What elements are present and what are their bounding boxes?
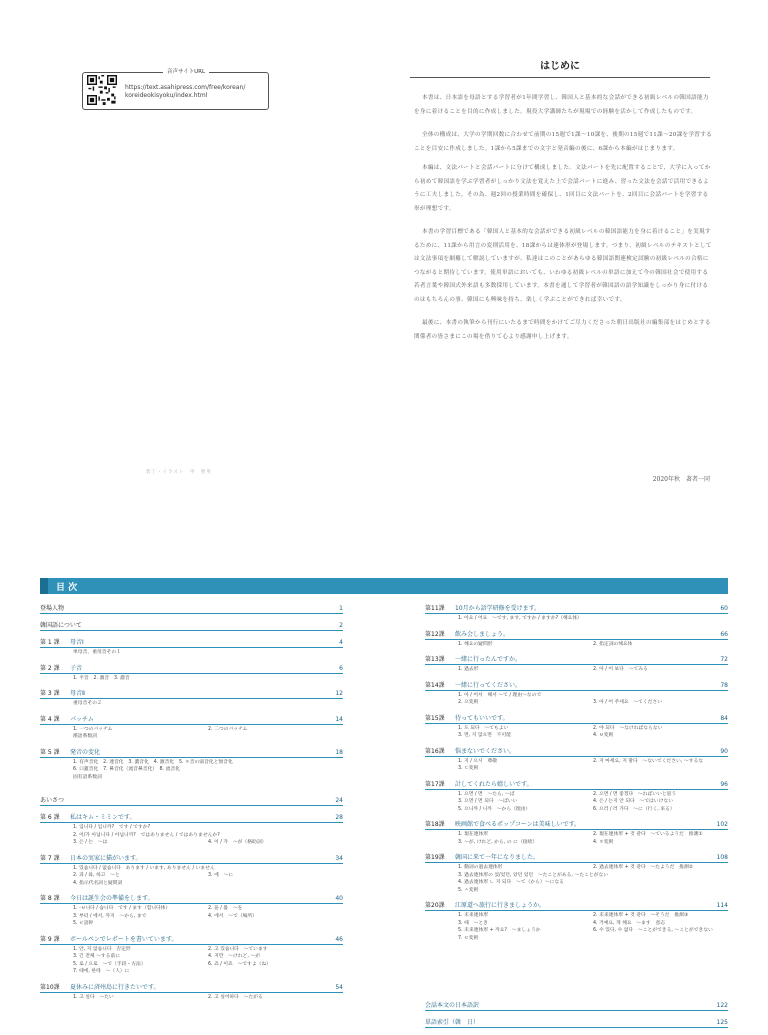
toc-entry-subtopics: [425, 791, 728, 814]
toc-subtopic: 5. 으니까 / 니까 〜から（理由）: [458, 806, 531, 812]
toc-entry-label: 第18課: [425, 821, 445, 828]
toc-subtopic: 2. 을 / 를 〜を: [208, 906, 243, 911]
toc-entry[interactable]: [40, 935, 343, 976]
toc-left-column: [40, 604, 343, 1008]
toc-subtopic: 4. 은 / 는지 안 되다 〜ではいけない: [593, 799, 673, 804]
toc-entry-title: 発音の変化: [70, 748, 101, 756]
toc-header: [40, 578, 728, 594]
toc-subtopic: 2. 過去連体形 + 것 같다 〜たようだ 推測②: [593, 865, 694, 870]
toc-entry-subtopics: [425, 758, 728, 773]
toc-subtopic-row: [73, 726, 343, 734]
toc-entry-line[interactable]: [40, 621, 343, 631]
toc-gap: [40, 781, 343, 789]
toc-subtopic-row: [73, 839, 343, 847]
toc-subtopic: 3. 긴 전체 〜する前に: [73, 954, 121, 959]
toc-gap: [425, 942, 728, 949]
toc-subtopic-row: [458, 699, 728, 707]
toc-subtopic-row: [73, 766, 343, 774]
toc-subtopic: 1. 입니다 / 입니까? です / ですか?: [73, 825, 151, 830]
toc-subtopic: 6. 口蓋音化 7. 鼻音化（流音鼻音化） 8. 流音化: [73, 767, 181, 772]
toc-entry-label: 第20課: [425, 902, 445, 909]
toc-entry-page: 34: [335, 854, 343, 862]
toc-subtopic: 3. 때 〜とき: [458, 920, 488, 926]
toc-entry[interactable]: [425, 780, 728, 814]
toc-entry-subtopics: [40, 946, 343, 976]
toc-subtopic-row: [73, 913, 343, 921]
intro-divider: [410, 77, 710, 78]
toc-entry-page: 12: [335, 690, 343, 697]
toc-subtopic: 7. ㄹ変則: [458, 935, 479, 941]
toc-entry-page: 84: [720, 714, 728, 722]
toc-entry[interactable]: [40, 854, 343, 888]
toc-entry-page: 66: [720, 630, 728, 638]
toc-entry[interactable]: [40, 689, 343, 708]
toc-entry-line[interactable]: [425, 630, 728, 640]
toc-entry[interactable]: [425, 655, 728, 674]
toc-subtopic: 2. 야 되다 〜なければならない: [593, 725, 663, 731]
toc-subtopic-row: [458, 641, 728, 649]
toc-subtopic-row: [458, 920, 728, 928]
signature: 2020年秋 著者一同: [652, 476, 710, 483]
toc-subtopic-row: [458, 935, 728, 943]
toc-subtopic: 2. 고 있습니다 〜ています: [208, 946, 268, 952]
toc-gap: [40, 789, 343, 796]
toc-entry-label: 第17課: [425, 780, 445, 788]
toc-right-column: [425, 604, 728, 1035]
toc-gap: [40, 1001, 343, 1008]
toc-subtopic: 2. 아 / 어 보다 〜てみる: [593, 667, 648, 672]
toc-subtopic-row: [73, 649, 343, 657]
toc-entry-subtopics: [40, 824, 343, 847]
toc-subtopic-row: [73, 824, 343, 832]
toc-entry-line[interactable]: [40, 854, 343, 864]
toc-subtopic-row: [73, 946, 343, 954]
toc-subtopic-row: [458, 791, 728, 799]
toc-subtopic: 1. 으면 / 면 〜たら, 〜ば: [458, 791, 515, 797]
toc-entry-page: 2: [339, 622, 343, 629]
toc-subtopic-row: [73, 865, 343, 873]
toc-entry[interactable]: [425, 1001, 728, 1011]
toc-subtopic-row: [458, 725, 728, 733]
toc-subtopic: 1. 아요 / 어요 〜です, ます, ですか / ますか?（해요体）: [458, 616, 582, 621]
toc-entry-line[interactable]: [40, 894, 343, 904]
toc-subtopic: 3. 면, 지 않으면 不可能: [458, 733, 512, 738]
toc-entry-title: 計してくれたら嬉しいです。: [455, 780, 533, 788]
toc-subtopic: 4. 이 / 가 〜が（格助詞）: [208, 840, 267, 845]
toc-subtopic-row: [458, 758, 728, 766]
intro-body: [414, 92, 712, 350]
toc-entry[interactable]: [40, 638, 343, 657]
toc-subtopic-row: [73, 832, 343, 840]
toc-entry-label: 会話本文の日本語訳: [425, 1002, 480, 1009]
toc-entry-subtopics: [425, 831, 728, 846]
toc-subtopic: 1. 있습니다 / 없습니다 あります / います, ありません / いません: [73, 865, 215, 871]
toc-subtopic: 5. ㄹ語幹: [73, 921, 94, 926]
toc-subtopic: 4. ㅎ変則: [593, 839, 614, 845]
toc-entry-page: 114: [716, 902, 728, 909]
toc-entry-page: 1: [339, 605, 343, 612]
toc-entry-label: 単語索引（韓 日）: [425, 1019, 480, 1026]
toc-entry-page: 72: [720, 656, 728, 663]
toc-entry-page: 102: [716, 821, 728, 828]
toc-entry-page: 40: [335, 895, 343, 902]
toc-subtopic-row: [73, 759, 343, 767]
toc-entry-title: 子音: [70, 664, 83, 672]
toc-subtopic-row: [458, 806, 728, 814]
toc-subtopic: 5. ㅅ変則: [458, 887, 479, 893]
toc-subtopic: 1. 안, 지 않습니다 否定形: [73, 946, 131, 952]
toc-gap: [40, 614, 343, 621]
toc-subtopic: 1. 지 / 으시 尊敬: [458, 758, 498, 764]
toc-entry-line[interactable]: [40, 748, 343, 758]
toc-subtopic-row: [73, 920, 343, 928]
toc-subtopic: 2. 未来連体形 + 것 같다 〜そうだ 推測③: [593, 913, 689, 918]
toc-entry-line[interactable]: [425, 1018, 728, 1028]
toc-subtopic-row: [458, 692, 728, 700]
toc-entry-title: ボールペンでレポートを書いています。: [70, 935, 178, 943]
toc-entry-subtopics: [425, 641, 728, 649]
toc-subtopic: 5. 로 / 으로 〜で（手段・方法）: [73, 961, 146, 967]
toc-subtopic-row: [458, 912, 728, 920]
toc-entry-page: 4: [339, 639, 343, 646]
toc-entry-line[interactable]: [425, 714, 728, 724]
toc-entry-page: 60: [720, 605, 728, 612]
toc-entry[interactable]: [425, 901, 728, 942]
toc-entry-label: 第 5 課: [40, 748, 60, 756]
toc-entry-label: 第12課: [425, 630, 445, 638]
toc-entry-line[interactable]: [425, 853, 728, 863]
toc-entry-line[interactable]: [425, 604, 728, 614]
toc-subtopic: 4. ㅂ変則: [593, 733, 614, 738]
toc-entry-subtopics: [425, 692, 728, 707]
toc-entry-label: 第14課: [425, 681, 445, 689]
toc-entry-label: あいさつ: [40, 797, 65, 804]
toc-entry[interactable]: [40, 715, 343, 741]
toc-entry-page: 46: [335, 935, 343, 943]
toc-entry-title: パッチム: [70, 715, 94, 723]
toc-subtopic-row: [458, 765, 728, 773]
toc-entry-title: 母音Ⅱ: [70, 690, 85, 697]
toc-entry-label: 第 8 課: [40, 895, 60, 902]
toc-subtopic: 1. 未来連体形: [458, 913, 489, 918]
toc-entry-line[interactable]: [425, 780, 728, 790]
toc-entry-title: 一緒に行ってください。: [455, 681, 522, 689]
toc-title: 目 次: [56, 583, 78, 593]
toc-entry-label: 第10課: [40, 983, 60, 991]
toc-entry-title: 待ってもいいです。: [455, 714, 509, 722]
toc-entry-page: 108: [716, 854, 728, 861]
toc-subtopic: 2. 으면 / 면 좋겠다 〜ればいいと思う: [593, 791, 677, 797]
toc-subtopic: 単母音、重母音その１: [73, 650, 121, 655]
toc-entry[interactable]: [425, 681, 728, 707]
toc-entry-page: 54: [335, 983, 343, 991]
toc-entry-label: 第 6 課: [40, 814, 60, 821]
toc-entry-subtopics: [425, 912, 728, 942]
toc-entry-line[interactable]: [40, 935, 343, 945]
toc-gap: [40, 657, 343, 664]
toc-subtopic-row: [458, 615, 728, 623]
toc-subtopic: 2. 과 / 와, 하고 〜と: [73, 873, 120, 878]
toc-entry-title: 今日は誕生会の準備をします。: [70, 895, 154, 902]
toc-subtopic: 1. 一つのパッチム: [73, 726, 113, 732]
toc-entry-subtopics: [40, 865, 343, 888]
toc-subtopic-row: [458, 872, 728, 880]
intro-paragraph: 本書は、日本語を母語とする学習者が1年間学習し、韓国人と基本的な会話ができる初級レベルの韓国語能力を身に着けることを目的に作成しました。現役大学講師たちが現場での経験を活かして作成したものです。: [414, 95, 709, 115]
toc-entry-label: 第 2 課: [40, 664, 60, 672]
toc-entry-line[interactable]: [425, 1001, 728, 1011]
toc-entry-subtopics: [425, 615, 728, 623]
toc-entry-page: 24: [335, 797, 343, 804]
toc-subtopic: 1. 아 / 어서 해서 〜て / 理由〜なので: [458, 692, 542, 698]
toc-subtopic: 4. 지만 〜けれど, 〜が: [208, 954, 260, 959]
toc-spacer: [425, 949, 728, 1001]
toc-subtopic: 6. 으러 / 러 가다 〜に（行く, 来る）: [593, 806, 675, 812]
toc-subtopic-row: [458, 927, 728, 935]
toc-entry-line[interactable]: [40, 638, 343, 648]
toc-subtopic: 4. 에서 〜で（場所）: [208, 913, 257, 919]
toc-entry-subtopics: [40, 759, 343, 782]
toc-entry-label: 第 4 課: [40, 715, 60, 723]
toc-subtopic: 1. 現在連体形: [458, 832, 489, 837]
toc-entry[interactable]: [425, 747, 728, 773]
toc-subtopic: 4. 거예요, 게 해요 〜ます 意志: [593, 920, 666, 926]
toc-subtopic-row: [458, 887, 728, 895]
toc-entry[interactable]: [40, 983, 343, 1002]
toc-entry-page: 122: [716, 1002, 728, 1009]
toc-entry-subtopics: [425, 666, 728, 674]
toc-subtopic: 6. 수 있다, 수 없다 〜ことができる, 〜ことができない: [593, 928, 713, 933]
toc-subtopic: 4. 過去連体形 ㄴ 지 되다 〜て（から）〜になる: [458, 880, 564, 885]
toc-subtopic: 2. 現在連体形 + 것 같다 〜ているようだ 推測①: [593, 832, 703, 837]
audio-url-box: [82, 69, 269, 110]
toc-entry-label: 第 1 課: [40, 639, 60, 646]
toc-subtopic-row: [73, 675, 343, 683]
toc-entry-page: 90: [720, 747, 728, 755]
toc-entry-label: 第16課: [425, 747, 445, 755]
toc-entry-label: 第 7 課: [40, 854, 60, 862]
toc-entry-title: 10月から語学研修を受けます。: [455, 605, 541, 612]
toc-entry-title: 江原道へ旅行に行きましょうか。: [455, 902, 546, 909]
toc-subtopic: 7. 때에, 한테 〜（人）に: [73, 969, 130, 974]
toc-subtopic: 2. 이/가 아닙니다 / 아닙니까? ではありません / ではありませんか?: [73, 832, 220, 838]
toc-subtopic: 4. 指示代名詞と疑問詞: [73, 880, 123, 886]
toc-entry-line[interactable]: [40, 664, 343, 674]
toc-subtopic: 3. 은 / 는 〜は: [73, 840, 108, 845]
toc-header-tab: [40, 578, 48, 594]
toc-entry[interactable]: [425, 853, 728, 894]
toc-subtopic: 重母音その２: [73, 701, 102, 706]
toc-subtopic-row: [458, 879, 728, 887]
toc-entry[interactable]: [40, 813, 343, 847]
toc-entry[interactable]: [40, 621, 343, 631]
toc-entry-label: 第13課: [425, 656, 445, 663]
toc-subtopic: 3. 에 〜に: [208, 873, 234, 878]
toc-entry-subtopics: [425, 725, 728, 740]
toc-entry[interactable]: [425, 604, 728, 623]
toc-entry-line[interactable]: [425, 681, 728, 691]
toc-subtopic: 1. 過去形: [458, 667, 479, 672]
toc-entry-page: 125: [716, 1019, 728, 1026]
intro-title: はじめに: [540, 61, 580, 72]
toc-entry-line[interactable]: [425, 747, 728, 757]
toc-entry-line[interactable]: [40, 715, 343, 725]
toc-subtopic-row: [73, 968, 343, 976]
toc-entry-line[interactable]: [40, 689, 343, 699]
toc-entry[interactable]: [40, 664, 343, 683]
intro-paragraph: 全体の構成は、大学の学期回数に合わせて前期の15週で1課〜10課を、後期の15週で11課〜20課を学習することを目安に作成しました。1課から5課までの文字と発音編の後に、6課から本編がはじまります。: [414, 132, 712, 152]
toc-subtopic: 2. 指定詞の해요体: [593, 641, 633, 647]
toc-subtopic-row: [73, 994, 343, 1002]
toc-entry-line[interactable]: [40, 796, 343, 806]
toc-entry-subtopics: [40, 726, 343, 741]
toc-entry-line[interactable]: [425, 655, 728, 665]
toc-subtopic-row: [73, 733, 343, 741]
toc-subtopic: 1. 動詞の過去連体形: [458, 865, 503, 870]
toc-entry-subtopics: [40, 675, 343, 683]
toc-entry-label: 第11課: [425, 605, 445, 612]
qr-code: [87, 75, 117, 105]
intro-paragraph: 本書の学習目標である「韓国人と基本的な会話ができる初級レベルの韓国語能力を身に着けること」を実現するために、11課から用言の変則活用を、18課からは連体形が登場します。つまり、初級レベルのテキストとしては文法事項を網羅して解説していますが、私達はこのことがあらゆる韓国語関連検定試験の初級レベルの合格につながると期待しています。使用単語においても、いわゆる初級レベルの単語に加えて今の韓国社会で使用する若者言葉や韓国式外来語も多数採用しています。本書を通して学習者が韓国語の語学知識をしっかり身に付けるのはもちろんの事、韓国にも興味を持ち、楽しく学ぶことができれば幸いです。: [414, 229, 712, 303]
toc-entry-label: 第 3 課: [40, 690, 60, 697]
toc-entry-title: 飲み会しましょう。: [455, 630, 510, 638]
toc-entry[interactable]: [40, 796, 343, 806]
toc-entry[interactable]: [425, 1018, 728, 1028]
toc-entry[interactable]: [425, 820, 728, 846]
toc-entry-label: 第15課: [425, 714, 445, 722]
toc-entry-line[interactable]: [40, 983, 343, 993]
toc-subtopic-row: [458, 798, 728, 806]
audio-url-label: 音声サイトURL: [163, 67, 209, 75]
toc-entry-line[interactable]: [425, 901, 728, 911]
toc-subtopic: 固有語系数詞: [73, 774, 102, 780]
toc-entry[interactable]: [425, 630, 728, 649]
toc-entry[interactable]: [40, 894, 343, 928]
toc-entry-label: 第 9 課: [40, 935, 60, 943]
toc-gap: [40, 682, 343, 689]
toc-entry-title: 私はキム・ミミンです。: [70, 814, 136, 821]
toc-subtopic-row: [73, 872, 343, 880]
toc-gap: [40, 631, 343, 638]
toc-entry-title: 夏休みに済州島に行きたいです。: [70, 983, 160, 991]
toc-subtopic: 1. 平音 2. 激音 3. 濃音: [73, 675, 130, 681]
toc-subtopic-row: [458, 732, 728, 740]
toc-entry-line[interactable]: [425, 820, 728, 830]
toc-subtopic: 3. 부터 / 에서, 까지 〜から, まで: [73, 913, 147, 919]
toc-entry-line[interactable]: [40, 813, 343, 823]
toc-subtopic: 6. 죠 / 이죠 〜ですよ（ね）: [208, 961, 272, 967]
toc-entry-page: 14: [335, 715, 343, 723]
toc-subtopic: 2. 고 싶어하다 〜たがる: [208, 994, 263, 1000]
toc-subtopic: 1. 해요の疑問形: [458, 641, 493, 647]
audio-url[interactable]: [125, 84, 245, 100]
audio-url-line1[interactable]: https://text.asahipress.com/free/korean/: [125, 84, 246, 91]
toc-entry-title: 悩まないでください。: [455, 747, 516, 755]
intro-paragraph: 本編は、文法パートと会話パートに分けて構成しました。文法パートを先に配置することで、大学に入ってから初めて韓国語を学ぶ学習者がしっかり文法を覚えた上で会話パートに進み、習った文法を会話で活用できるように工夫しました。その為、週2回の授業時間を確保し、1回目に文法パートを、2回目に会話パートを学習する形が理想です。: [414, 165, 711, 212]
toc-entry-title: 日本の実家に猫がいます。: [70, 854, 142, 862]
toc-entry[interactable]: [40, 748, 343, 782]
toc-subtopic-row: [458, 864, 728, 872]
toc-entry-subtopics: [40, 905, 343, 928]
intro-paragraph: 最後に、本書の執筆から刊行にいたるまで時間をかけてご尽力くださった朝日出版社の編集部をはじめとする関係者の皆さまにこの場を借りて心より感謝申し上げます。: [414, 320, 711, 340]
toc-entry[interactable]: [425, 714, 728, 740]
toc-gap: [425, 1028, 728, 1035]
toc-entry-line[interactable]: [40, 604, 343, 614]
toc-subtopic: 漢語系数詞: [73, 734, 97, 739]
toc-subtopic: 1. 도 되다 〜てもよい: [458, 725, 509, 731]
toc-entry-page: 96: [720, 780, 728, 788]
toc-subtopic-row: [73, 880, 343, 888]
toc-entry-title: 母音Ⅰ: [70, 639, 84, 646]
toc-entry-label: 登場人物: [40, 605, 65, 612]
toc-subtopic-row: [73, 905, 343, 913]
toc-entry-title: 映画館で食べるポップコーンは美味しいです。: [455, 821, 581, 828]
toc-entry-page: 78: [720, 681, 728, 689]
toc-subtopic-row: [458, 831, 728, 839]
toc-entry[interactable]: [40, 604, 343, 614]
toc-entry-subtopics: [425, 864, 728, 894]
toc-page: [0, 576, 768, 1024]
toc-subtopic: 1. -ㅂ니다 / 습니다 です / ます（합니다体）: [73, 906, 171, 911]
toc-subtopic: 1. 有声音化 2. 連音化 3. 濃音化 4. 激音化 5. ㅎ音の弱音化と無音化: [73, 759, 233, 765]
toc-subtopic-row: [73, 953, 343, 961]
audio-url-line2[interactable]: koreideokisyoku/index.html: [125, 92, 208, 99]
toc-subtopic: 1. 고 싶다 〜たい: [73, 994, 114, 1000]
toc-entry-subtopics: [40, 700, 343, 708]
toc-entry-label: 第19課: [425, 854, 445, 861]
credit-line: 装丁・イラスト 申 智英: [146, 470, 212, 475]
toc-subtopic: 3. ㄷ変則: [458, 766, 479, 771]
toc-subtopic: 5. 未来連体形 + 까요? 〜ましょうか: [458, 928, 541, 933]
toc-entry-subtopics: [40, 649, 343, 657]
toc-entry-page: 6: [339, 664, 343, 672]
toc-subtopic-row: [458, 666, 728, 674]
toc-subtopic: 3. 過去連体形の 었/었던, 았던 었던 〜たことがある, 〜たことがない: [458, 872, 609, 878]
toc-subtopic-row: [73, 700, 343, 708]
toc-subtopic-row: [458, 839, 728, 847]
toc-subtopic-row: [73, 774, 343, 782]
toc-entry-title: 韓国に来て一年になりました。: [455, 854, 540, 861]
toc-subtopic: 2. 지 마세요, 지 말다 〜ないでください, 〜するな: [593, 758, 704, 764]
toc-subtopic: 2. 二つのパッチム: [208, 726, 248, 732]
toc-subtopic-row: [73, 961, 343, 969]
toc-entry-page: 28: [335, 814, 343, 821]
toc-subtopic: 3. 으면 / 면 되다 〜ばいい: [458, 799, 518, 804]
toc-entry-page: 18: [335, 748, 343, 756]
toc-entry-label: 韓国語について: [40, 622, 82, 629]
toc-entry-title: 一緒に行ったんですか。: [455, 656, 522, 663]
toc-subtopic: 3. 아 / 어 주세요 〜てください: [593, 700, 663, 705]
toc-subtopic: 2. 으変則: [458, 700, 479, 705]
toc-subtopic: 3. 〜が, けれど, から, の に（接続）: [458, 839, 538, 845]
toc-entry-subtopics: [40, 994, 343, 1002]
